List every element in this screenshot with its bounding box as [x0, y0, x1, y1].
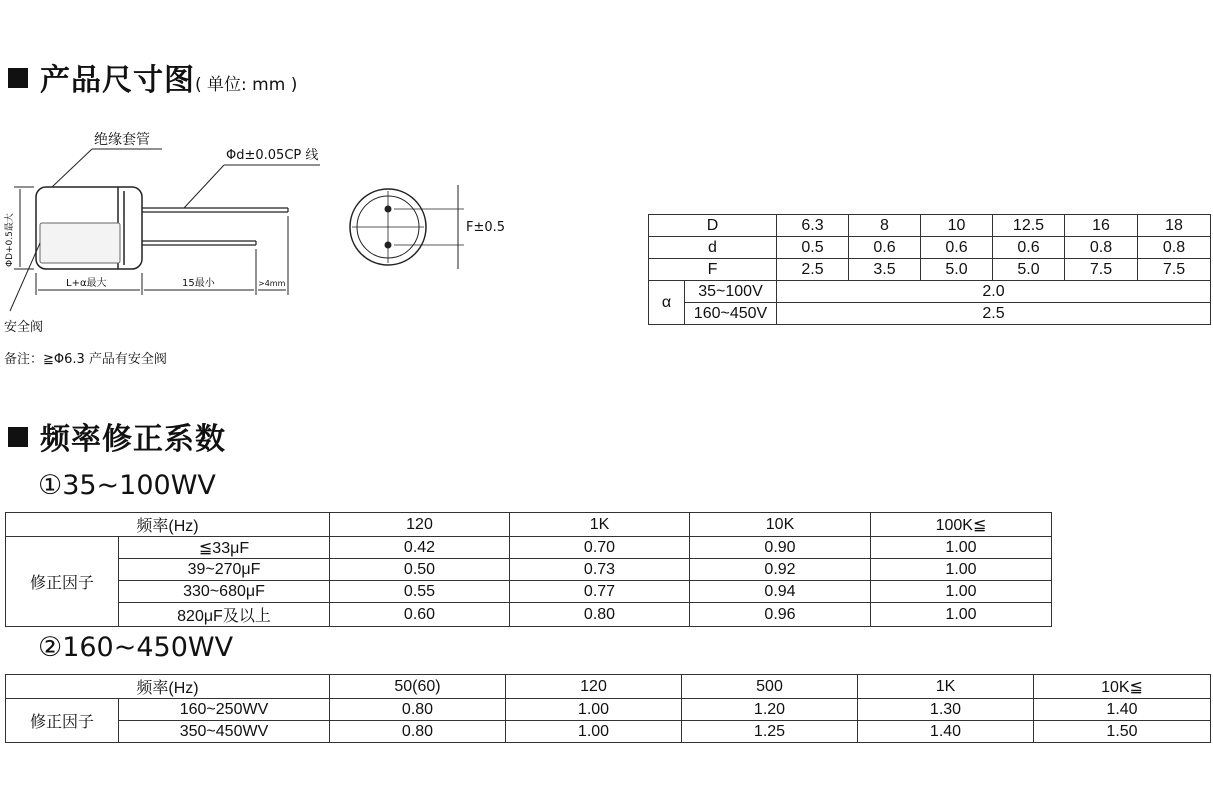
table-cell: 2.5 [777, 259, 849, 281]
length-label: L+α最大 [66, 278, 107, 289]
table-cell: 7.5 [1138, 259, 1211, 281]
table-cell: 0.8 [1065, 237, 1138, 259]
table-cell: 0.42 [330, 537, 510, 559]
table-cell: 2.0 [777, 281, 1211, 303]
sleeve-leader-line [52, 149, 92, 187]
row-label: 39~270μF [119, 559, 330, 581]
lead-leader-line [184, 165, 224, 208]
lead-wires-shape [142, 208, 288, 245]
table-cell: 0.6 [849, 237, 921, 259]
end-view-shape [350, 185, 464, 269]
section-title-dimensions [8, 55, 297, 99]
table-cell: 0.55 [330, 581, 510, 603]
row-label: 820μF及以上 [119, 603, 330, 627]
unit-label: ( 单位: mm ) [195, 75, 298, 95]
header-cell: 10K [690, 513, 871, 537]
factor-label: 修正因子 [6, 537, 119, 627]
capacitor-body-shape [36, 187, 142, 269]
table-row [6, 537, 1052, 559]
table-cell: 8 [849, 215, 921, 237]
table-cell: 6.3 [777, 215, 849, 237]
table-row [6, 581, 1052, 603]
table-header-row [6, 513, 1052, 537]
section-title-text: 频率修正系数 [40, 422, 226, 457]
header-cell: 10K≦ [1034, 675, 1211, 699]
row-label: 35~100V [685, 281, 777, 303]
dimension-table [648, 214, 1211, 325]
lead-label: Φd±0.05CP 线 [226, 148, 319, 163]
footnote-text: 备注：≧Φ6.3 产品有安全阀 [4, 352, 167, 367]
vent-label: 安全阀 [4, 320, 44, 335]
table-cell: 1.00 [871, 537, 1052, 559]
table-cell: 0.96 [690, 603, 871, 627]
table-cell: 0.77 [510, 581, 690, 603]
table-cell: 3.5 [849, 259, 921, 281]
table-cell: 0.70 [510, 537, 690, 559]
table-row [649, 259, 1211, 281]
freq-table-2 [5, 674, 1211, 743]
table2-subtitle: ②160~450WV [38, 632, 234, 663]
header-freq-label: 频率(Hz) [6, 513, 330, 537]
header-cell: 500 [682, 675, 858, 699]
table-row [6, 559, 1052, 581]
lead-end-label: >4mm [258, 279, 286, 288]
table-cell: 0.80 [510, 603, 690, 627]
table-cell: 0.73 [510, 559, 690, 581]
table-cell: 0.60 [330, 603, 510, 627]
table-cell: 1.00 [871, 603, 1052, 627]
table-cell: 1.00 [871, 559, 1052, 581]
table-header-row [6, 675, 1211, 699]
row-label: d [649, 237, 777, 259]
table-row [6, 721, 1211, 743]
table-cell: 0.80 [330, 699, 506, 721]
header-cell: 50(60) [330, 675, 506, 699]
table-cell: 16 [1065, 215, 1138, 237]
header-cell: 120 [330, 513, 510, 537]
dimension-drawing [0, 115, 520, 375]
table-cell: 1.30 [858, 699, 1034, 721]
table-cell: 1.40 [858, 721, 1034, 743]
table-row [649, 281, 1211, 303]
table-cell: 0.50 [330, 559, 510, 581]
section-title-frequency [8, 414, 226, 458]
sleeve-label: 绝缘套管 [94, 132, 150, 148]
table-cell: 2.5 [777, 303, 1211, 325]
row-label: F [649, 259, 777, 281]
table-cell: 0.5 [777, 237, 849, 259]
row-label: 160~450V [685, 303, 777, 325]
table-cell: 18 [1138, 215, 1211, 237]
table-row [6, 699, 1211, 721]
table-cell: 7.5 [1065, 259, 1138, 281]
row-label: ≦33μF [119, 537, 330, 559]
table-cell: 1.00 [871, 581, 1052, 603]
alpha-symbol: α [649, 281, 685, 325]
square-bullet-icon [8, 427, 28, 447]
row-label: 160~250WV [119, 699, 330, 721]
table-row [6, 603, 1052, 627]
table-cell: 1.40 [1034, 699, 1211, 721]
table-row [649, 303, 1211, 325]
table-cell: 0.92 [690, 559, 871, 581]
table-cell: 1.25 [682, 721, 858, 743]
table-cell: 5.0 [921, 259, 993, 281]
table-cell: 0.90 [690, 537, 871, 559]
row-label: D [649, 215, 777, 237]
table-cell: 1.00 [506, 721, 682, 743]
header-freq-label: 频率(Hz) [6, 675, 330, 699]
diameter-dimension-line [14, 187, 34, 269]
row-label: 350~450WV [119, 721, 330, 743]
factor-label: 修正因子 [6, 699, 119, 743]
diameter-label: ΦD+0.5最大 [5, 213, 15, 267]
header-cell: 100K≦ [871, 513, 1052, 537]
table-cell: 0.80 [330, 721, 506, 743]
table-row [649, 215, 1211, 237]
square-bullet-icon [8, 68, 28, 88]
table-cell: 0.8 [1138, 237, 1211, 259]
table1-subtitle: ①35~100WV [38, 470, 216, 501]
table-cell: 1.50 [1034, 721, 1211, 743]
table-cell: 0.6 [921, 237, 993, 259]
header-cell: 1K [510, 513, 690, 537]
lead-min-label: 15最小 [182, 278, 215, 289]
section-title-text: 产品尺寸图 [40, 63, 195, 98]
table-cell: 0.6 [993, 237, 1065, 259]
table-cell: 1.20 [682, 699, 858, 721]
table-cell: 12.5 [993, 215, 1065, 237]
freq-table-1 [5, 512, 1052, 627]
table-cell: 5.0 [993, 259, 1065, 281]
table-row [649, 237, 1211, 259]
table-cell: 1.00 [506, 699, 682, 721]
header-cell: 120 [506, 675, 682, 699]
header-cell: 1K [858, 675, 1034, 699]
table-cell: 0.94 [690, 581, 871, 603]
f-label: F±0.5 [466, 220, 506, 235]
table-cell: 10 [921, 215, 993, 237]
row-label: 330~680μF [119, 581, 330, 603]
